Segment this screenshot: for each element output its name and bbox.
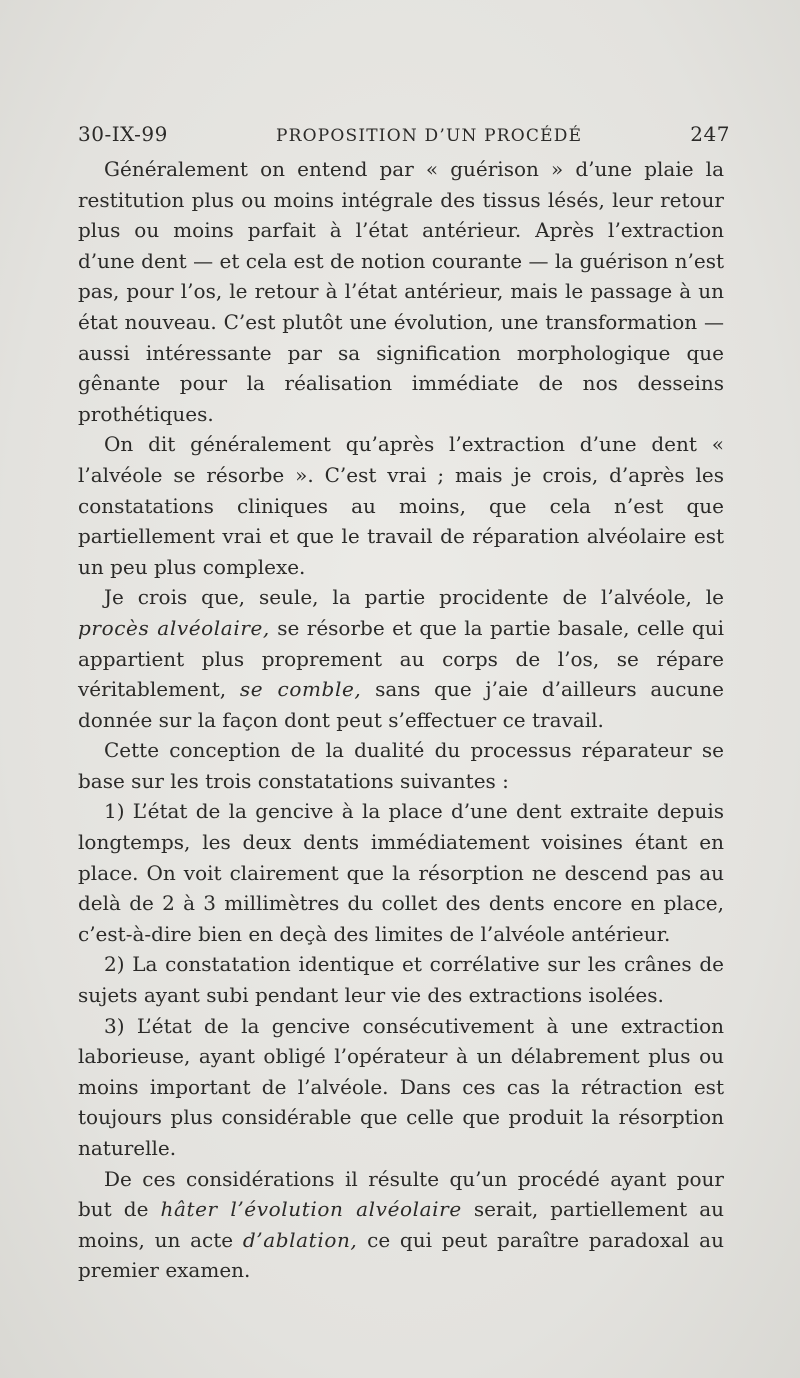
paragraph-text: Généralement on entend par « guérison » d’une plaie la restitution plus ou moins intégrale des tissus lésés, leur retour plus ou moins parfait à l’état antérieur. Après l’extraction d’une dent — et cela est de notion courante — la guérison n’est pas, pour l’os, le retour à l’état antérieur, mais le passage à un état nouveau. C’est plutôt une évolution, une transformation — aussi intéressante par sa signification morphologique que gênante pour la réalisation immédiate de nos desseins prothétiques. [78,157,724,426]
paragraph-text: 3) L’état de la gencive consécutivement à une extraction laborieuse, ayant obligé l’opérateur à un délabrement plus ou moins important de l’alvéole. Dans ces cas la rétraction est toujours plus considérable que celle que produit la résorption naturelle. [78,1013,724,1160]
paragraph-5 [78,796,724,949]
italic-term: se comble, [239,677,362,702]
paragraph-text: serait, partiellement au moins, un acte [78,1197,725,1252]
paragraph-text: Cette conception de la dualité du processus réparateur se base sur les trois constatations suivantes : [78,738,724,793]
header-title: PROPOSITION D’UN PROCÉDÉ [275,126,583,146]
header-date: 30-IX-99 [78,122,168,146]
paragraph-text: On dit généralement qu’après l’extraction d’une dent « l’alvéole se résorbe ». C’est vrai ; mais je crois, d’après les constatations cliniques au moins, que cela n’est que partiellement vrai et que le travail de réparation alvéolaire est un peu plus complexe. [78,432,724,579]
paragraph-text: sans que j’aie d’ailleurs aucune donnée sur la façon dont peut s’effectuer ce travail. [78,677,724,732]
paragraph-7 [78,1011,724,1164]
paragraph-4 [78,735,724,796]
italic-term: hâter l’évolution alvéolaire [160,1197,462,1222]
paragraph-text: 2) La constatation identique et corrélative sur les crânes de sujets ayant subi pendant leur vie des extractions isolées. [78,952,724,1008]
paragraph-1 [78,154,724,429]
paragraph-3 [78,582,724,735]
paragraph-8 [78,1164,724,1286]
page-number: 247 [690,122,730,146]
paragraph-text: ce qui peut paraître paradoxal au premier examen. [78,1227,724,1283]
italic-term: d’ablation, [242,1227,358,1252]
paragraph-2 [78,429,724,582]
paragraph-text: De ces considérations il résulte qu’un procédé ayant pour but de [78,1166,724,1222]
paragraph-6 [78,949,724,1010]
running-head [78,122,730,152]
paragraph-text: Je crois que, seule, la partie procidente de l’alvéole, le [104,585,724,610]
italic-term: procès alvéolaire, [78,615,270,640]
body-text [78,154,724,1286]
paragraph-text: se résorbe et que la partie basale, celle qui appartient plus proprement au corps de l’os, se répare véritablement, [78,615,724,702]
paragraph-text: 1) L’état de la gencive à la place d’une dent extraite depuis longtemps, les deux dents immédiatement voisines étant en place. On voit clairement que la résorption ne descend pas au delà de 2 à 3 millimètres du collet des dents encore en place, c’est-à-dire bien en deçà des limites de l’alvéole antérieur. [78,799,724,946]
